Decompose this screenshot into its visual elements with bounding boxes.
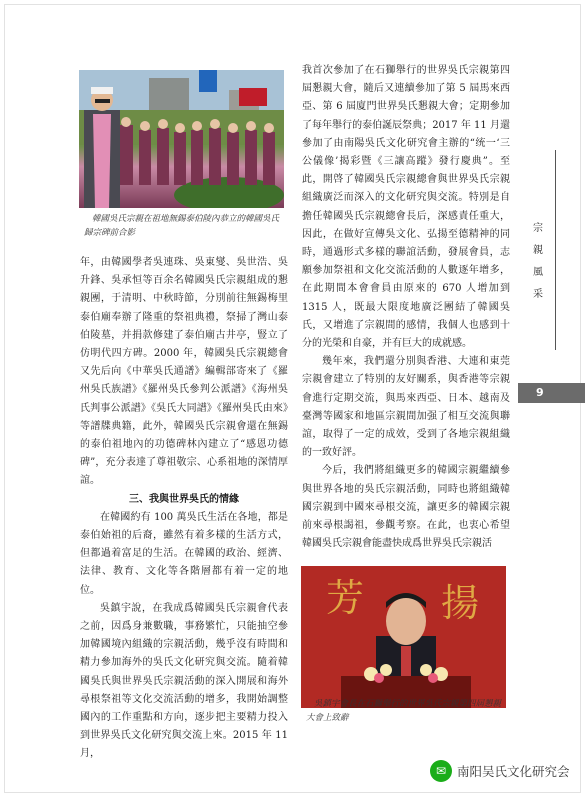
left-paragraph-3: 吳鎮宇說，在我成爲韓國吳氏宗親會代表之前，因爲身兼數職，事務繁忙，只能抽空參加韓國境內組織的宗親活動，幾乎沒有時間和精力參加海外的吳氏文化研究與交流。隨着韓國吳氏與世界吳氏宗親活動的深入開展和海外尋根祭祖等文化交流活動的增多，我開始調整國內的工作重點和方向，逐步把主要精力投入到世界吳氏文化研究與交流上來。2015 年 11 月， [80,602,288,760]
wechat-watermark [430,760,570,782]
page-number: 9 [518,383,585,403]
right-paragraph-1: 我首次參加了在石獅舉行的世界吳氏宗親第四屆懇親大會，隨后又連續參加了第 5 屆馬來西亞、第 6 屆廈門世界吳氏懇親大會；定期參加了每年舉行的泰伯誕辰祭典；2017 年 11 月還參加了由南陽吳氏文化研究會主辦的“统一‘三公儀像’揭彩暨《三讓高蹤》發行慶典”。至此，開啓了韓國吳氏宗親總會與世界吳氏宗親組織廣泛而深入的文化研究與交流。特別是自擔任韓國吳氏宗親總會長后，深感責任重大，因此，在做好宣傳吳文化、弘揚至德精神的同時，通過形式多樣的聯誼活動，發展會員，志願參加祭祖和文化交流活動的人數逐年增多，在此期間本會會員由原來的 670 人增加到 1315 人，既最大限度地廣泛團結了韓國吳氏，又增進了宗親間的感情，我個人也感到十分的光榮和自豪，并有巨大的成就感。 [302,65,510,350]
sidebar-divider [555,150,556,350]
speaker-photo-illustration [301,566,506,708]
wechat-icon: ✉ [430,760,452,782]
group-photo [79,70,284,208]
group-photo-illustration [79,70,284,208]
section-title-char: 親 [533,245,543,256]
group-photo-caption: 韓國吳氏宗親在祖地無錫泰伯陵內恭立的韓國吳氏歸宗碑前合影 [84,214,280,238]
left-paragraph-1: 年，由韓國學者吳連珠、吳東燮、吳世浩、吳升鋒、吳承恒等百余名韓國吳氏宗親組成的懇親團，于清明、中秋時節，分別前往無錫梅里泰伯廟奉辦了隆重的祭祖典禮，祭掃了灣山泰伯陵墓，并捐款修建了泰伯廟古井亭，豎立了仿明代四方碑。2000 年，韓國吳氏宗親總會又先后向《中華吳氏通譜》編輯部寄來了《羅州吳氏族譜》《羅州吳氏參判公派譜》《海州吳氏判事公派譜》《吳氏大同譜》《羅州吳氏由來》等譜牒典籍，此外，韓國吳氏宗親會還在無錫的泰伯祖地內的功德碑林內建立了“感恩功德碑”，充分表達了尊祖敬宗、心系祖地的深情厚誼。 [80,257,288,487]
right-column [302,62,510,553]
speaker-photo-caption: 吳鎮宇會長在石獅舉行的世界吳氏宗親第四屆懇親大會上致辭 [306,699,502,723]
left-paragraph-2: 在韓國約有 100 萬吳氏生活在各地，都是泰伯始祖的后裔，雖然有着多樣的生活方式，但都過着富足的生活。在韓國的政治、經濟、法律、教育、文化等各階層都有着一定的地位。 [80,511,288,596]
svg-text:芳: 芳 [326,576,365,620]
svg-text:揚: 揚 [441,581,480,625]
left-column [80,254,288,764]
watermark-text: 南阳吴氏文化研究会 [457,764,570,779]
section-title [527,218,549,306]
section-title-char: 宗 [533,223,543,234]
section-title-text [527,218,549,306]
section-title-char: 采 [533,289,543,300]
right-paragraph-3: 今后，我們將組織更多的韓國宗親繼續參與世界各地的吳氏宗親活動，同時也將組織韓國宗親到中國來尋根交流，讓更多的韓國宗親前來尋根謁祖，參觀考察。在此，也衷心希望韓國吳氏宗親會能盡快成爲世界吳氏宗親活 [302,465,510,550]
speaker-photo [301,566,506,708]
section-heading: 三、我與世界吳氏的情緣 [129,493,239,505]
section-title-char: 風 [533,267,543,278]
right-paragraph-2: 幾年來，我們還分別與香港、大連和東莞宗親會建立了特別的友好關系，與香港等宗親會進行定期交流，與馬來西亞、日本、越南及臺灣等國家和地區宗親間加强了相互交流與聯誼，取得了一定的成效，受到了各地宗親組織的一致好評。 [302,356,510,459]
